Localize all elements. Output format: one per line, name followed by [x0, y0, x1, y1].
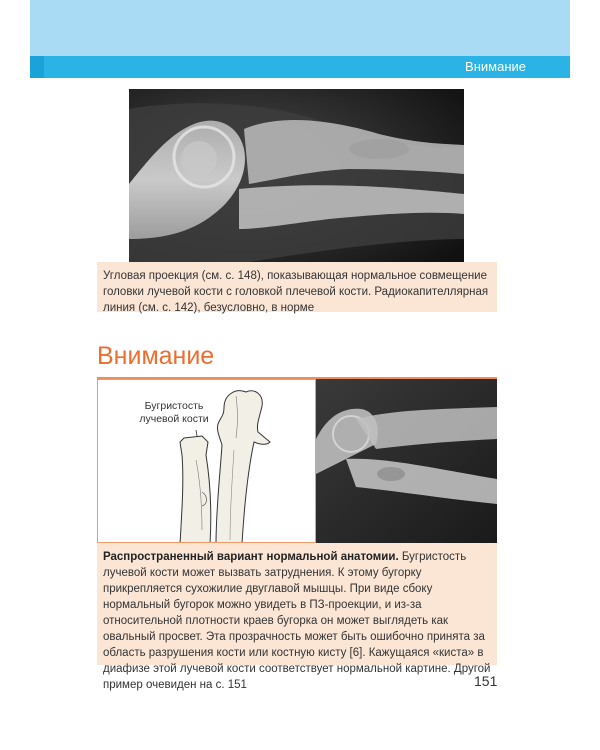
figure-caption-bottom	[97, 543, 497, 691]
figure-caption-top	[97, 262, 497, 312]
elbow-xray-top	[129, 89, 464, 262]
top-color-band	[30, 0, 570, 56]
drawing-label: Бугристость лучевой кости	[139, 400, 209, 425]
running-header: Внимание	[465, 59, 526, 74]
figure-caption-bottom-heading: Распространенный вариант нормальной анатомии.	[103, 551, 399, 563]
elbow-xray-bottom	[316, 379, 497, 543]
section-title: Внимание	[97, 342, 215, 370]
figure-caption-top-text: Угловая проекция (см. с. 148), показывающая нормальное совмещение головки лучевой кости с головкой плечевой кости. Радиокапителлярная линия (см. с. 142), безусловно, в норме	[103, 270, 489, 314]
radius-tuberosity-drawing	[97, 379, 316, 543]
figure-caption-bottom-text: Бугристость лучевой кости может вызвать затруднения. К этому бугорку прикрепляется сухожилие двуглавой мышцы. При виде сбоку нормальный бугорок можно увидеть в ПЗ-проекции, и из-за относительной плотности краев бугорка он может выглядеть как овальный просвет. Эта прозрачность может быть ошибочно принята за область разрушения кости или костную кисту [6]. Кажущаяся «киста» в диафизе этой лучевой кости соответствует нормальной картине. Другой пример очевиден на с. 151	[103, 551, 491, 691]
header-bar-accent	[30, 56, 44, 78]
page-number: 151	[474, 673, 498, 689]
